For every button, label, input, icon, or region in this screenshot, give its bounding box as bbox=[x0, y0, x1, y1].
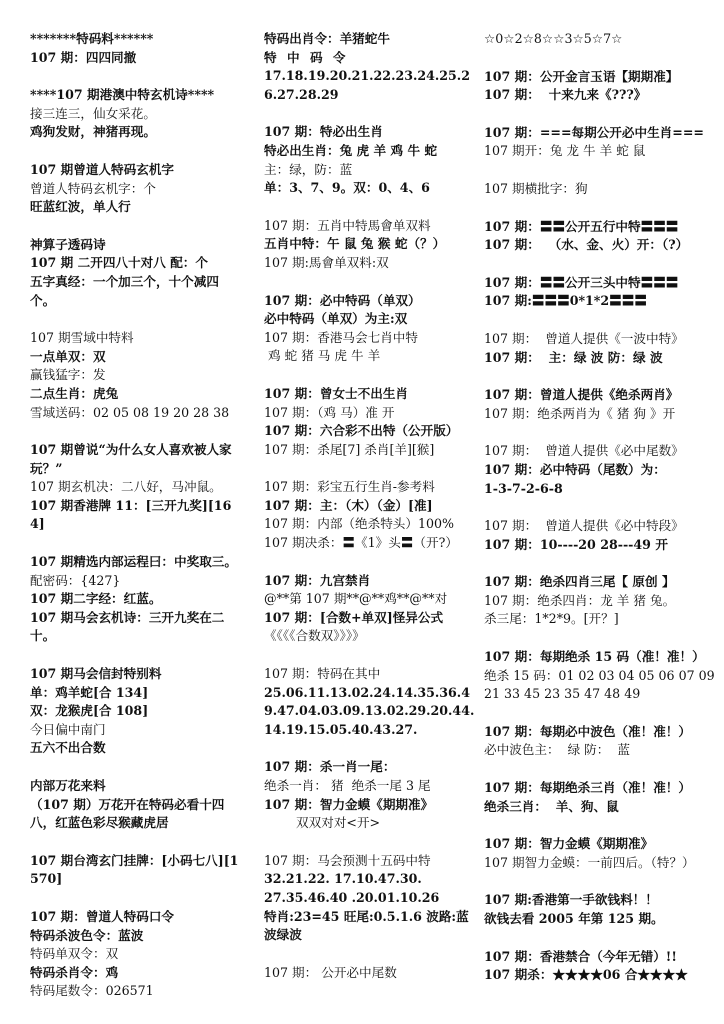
block-heading: 107 期：特必出生肖 bbox=[264, 124, 383, 140]
block-heading: 神算子透码诗 bbox=[30, 236, 106, 252]
text-line: 绝杀 15 码：01 02 03 04 05 06 07 09 21 33 45 23 35 47 48 49 bbox=[484, 667, 719, 702]
text-line: 107 期智力金蟆：一前四后。（特？） bbox=[484, 854, 695, 870]
text-line: 赢钱猛字：发 bbox=[30, 367, 106, 383]
text-block bbox=[30, 665, 244, 758]
text-line: 107 期：绝杀四肖：龙 羊 猪 兔。 bbox=[484, 592, 676, 608]
text-block bbox=[30, 852, 244, 889]
block-heading: 107 期：曾女士不出生肖 bbox=[264, 385, 409, 401]
text-line: 特 中 码 令 bbox=[264, 49, 349, 65]
text-line: 特码杀波色令：蓝波 bbox=[30, 927, 144, 943]
text-block bbox=[30, 329, 244, 422]
text-line: 今日偏中南门 bbox=[30, 721, 106, 737]
block-heading: 107 期：〓〓公开三头中特〓〓〓 bbox=[484, 274, 679, 290]
text-block bbox=[30, 161, 244, 217]
text-line: 杀三尾：1*2*9。[开？] bbox=[484, 611, 619, 627]
block-heading: 107 期:香港第一手欲钱料！！ bbox=[484, 892, 658, 908]
text-line: 五字真经：一个加三个，十个减四个。 bbox=[30, 273, 219, 308]
text-block bbox=[484, 442, 720, 498]
text-line: 旺蓝红波，单人行 bbox=[30, 199, 131, 215]
text-line: 五肖中特：午 鼠 兔 猴 蛇（？） bbox=[264, 236, 446, 252]
text-line: 107 期：智力金蟆《期期准》 bbox=[264, 796, 434, 812]
right-column bbox=[484, 30, 720, 1018]
text-block bbox=[30, 86, 244, 142]
text-line: 双双对对<开> bbox=[264, 815, 381, 831]
text-block bbox=[264, 758, 476, 832]
text-block bbox=[484, 891, 720, 928]
text-line: 25.06.11.13.02.24.14.35.36.49.47.04.03.09.13.02.29.20.44.14.19.15.05.40.43.27. bbox=[264, 684, 475, 737]
middle-column bbox=[264, 30, 476, 1018]
text-block bbox=[484, 948, 720, 985]
text-line: 单：鸡羊蛇[合 134] bbox=[30, 684, 149, 700]
block-heading: 特码出肖令：羊猪蛇牛 bbox=[264, 31, 390, 46]
text-line: 单：3、7、9。双：0、4、6 bbox=[264, 180, 430, 196]
block-heading: 107 期：九宫禁肖 bbox=[264, 572, 371, 588]
block-heading: 107 期精选内部运程曰：中奖取三。 bbox=[30, 554, 237, 570]
text-line: （107 期）万花开在特码必看十四八，红蓝色彩尽猴藏虎居 bbox=[30, 796, 225, 831]
text-line: 27.35.46.40 .20.01.10.26 bbox=[264, 889, 440, 905]
block-heading: 107 期：马会预测十五码中特 bbox=[264, 852, 431, 868]
block-heading: 107 期曾说“为什么女人喜欢被人家玩？” bbox=[30, 442, 232, 476]
block-heading: 107 期： 曾道人提供《必中特段》 bbox=[484, 518, 684, 534]
block-heading: 107 期：曾道人特码口令 bbox=[30, 908, 175, 924]
text-line: 107 期：10----20 28---49 开 bbox=[484, 536, 668, 552]
text-line: 欲钱去看 2005 年第 125 期。 bbox=[484, 911, 664, 926]
text-block bbox=[30, 553, 244, 646]
text-block bbox=[30, 908, 244, 1001]
text-line: 必中特码（单双）为主:双 bbox=[264, 311, 408, 327]
text-line: 特码尾数令：026571 bbox=[30, 983, 154, 999]
block-heading: 107 期：每期绝杀 15 码（准！准！） bbox=[484, 649, 705, 665]
text-block bbox=[484, 330, 720, 367]
text-line: 107 期：（鸡 马）准 开 bbox=[264, 404, 395, 420]
text-block bbox=[264, 217, 476, 273]
block-heading: 107 期曾道人特码玄机字 bbox=[30, 161, 175, 177]
text-line: 绝杀三肖： 羊、狗、鼠 bbox=[484, 798, 619, 814]
text-line: 特码单双令：双 bbox=[30, 946, 119, 962]
text-block bbox=[264, 292, 476, 366]
text-line: 107 期：香港马会七肖中特 bbox=[264, 329, 418, 345]
text-line: 107 期： 主：绿 波 防：绿 波 bbox=[484, 349, 663, 365]
text-line: 绝杀一肖： 猪 绝杀一尾 3 尾 bbox=[264, 778, 431, 793]
text-line: 接三连三，仙女采花。 bbox=[30, 105, 156, 121]
text-line: 主：绿，防：蓝 bbox=[264, 161, 353, 177]
text-line: 雪域送码：02 05 08 19 20 28 38 bbox=[30, 404, 230, 420]
text-line: 107 期玄机决：二八好，马冲鼠。 bbox=[30, 479, 222, 495]
text-line: 五六不出合数 bbox=[30, 740, 106, 756]
block-heading: 107 期：五肖中特馬會单双料 bbox=[264, 217, 431, 233]
text-line: 特码杀肖令：鸡 bbox=[30, 964, 119, 980]
block-heading: 107 期：彩宝五行生肖-参考料 bbox=[264, 479, 435, 495]
text-line: 107 期：四四同撤 bbox=[30, 49, 137, 65]
text-block bbox=[264, 572, 476, 646]
text-line: 鸡 蛇 猪 马 虎 牛 羊 bbox=[264, 348, 381, 364]
text-line: 107 期二字经：红蓝。 bbox=[30, 591, 162, 607]
text-block bbox=[30, 441, 244, 534]
text-line: 107 期：内部（绝杀特头）100% bbox=[264, 516, 454, 532]
block-heading: 107 期台湾玄门挂牌：[小码七八][1570] bbox=[30, 852, 239, 887]
block-heading: 107 期：特码在其中 bbox=[264, 666, 381, 682]
text-line: 特必出生肖：兔 虎 羊 鸡 牛 蛇 bbox=[264, 142, 438, 158]
text-line: 107 期马会玄机诗：三开九奖在二十。 bbox=[30, 609, 225, 644]
text-block bbox=[264, 665, 476, 739]
text-block bbox=[264, 123, 476, 197]
text-line: 鸡狗发财，神猪再现。 bbox=[30, 124, 156, 140]
block-heading: 107 期：每期必中波色（准！准！） bbox=[484, 723, 691, 739]
text-block bbox=[484, 218, 720, 255]
block-heading: 107 期：===每期公开必中生肖=== bbox=[484, 124, 704, 140]
block-heading: *******特码料****** bbox=[30, 31, 154, 46]
block-heading: 107 期：公开金言玉语【期期准】 bbox=[484, 68, 679, 84]
block-heading: 107 期： 曾道人提供《一波中特》 bbox=[484, 330, 684, 346]
block-heading: 107 期雪域中特料 bbox=[30, 330, 134, 346]
block-heading: 107 期：香港禁合（今年无错）!! bbox=[484, 948, 677, 964]
text-line: 配密码：{427} bbox=[30, 572, 121, 588]
text-line: 107 期： （水、金、火）开：（?） bbox=[484, 237, 689, 253]
block-heading: 107 期：每期绝杀三肖（准！准！） bbox=[484, 780, 691, 796]
text-line: 一点单双：双 bbox=[30, 348, 106, 364]
text-line: 17.18.19.20.21.22.23.24.25.26.27.28.29 bbox=[264, 68, 470, 102]
text-line: 曾道人特码玄机字：个 bbox=[30, 180, 156, 196]
block-heading: 107 期横批字：狗 bbox=[484, 180, 588, 196]
text-block bbox=[264, 478, 476, 552]
text-block bbox=[484, 180, 720, 199]
block-heading: 内部万花来料 bbox=[30, 778, 106, 793]
text-block bbox=[264, 30, 476, 104]
text-line: 107 期：必中特码（尾数）为： bbox=[484, 461, 666, 477]
text-line: 107 期 二开四八十对八 配：个 bbox=[30, 255, 208, 271]
text-line: 特肖:23=45 旺尾:0.5.1.6 波路:蓝波绿波 bbox=[264, 908, 469, 943]
block-heading: 107 期： 曾道人提供《必中尾数》 bbox=[484, 443, 684, 459]
block-heading: 107 期：杀一肖一尾： bbox=[264, 759, 396, 775]
text-block bbox=[484, 573, 720, 629]
text-block bbox=[484, 779, 720, 816]
text-line: 必中波色主： 绿 防： 蓝 bbox=[484, 742, 630, 758]
text-line: 107 期：六合彩不出特（公开版） bbox=[264, 423, 459, 439]
text-line: 1-3-7-2-6-8 bbox=[484, 480, 563, 496]
text-line: 107 期开：兔 龙 牛 羊 蛇 鼠 bbox=[484, 143, 646, 159]
block-heading: 107 期： 公开必中尾数 bbox=[264, 964, 397, 980]
block-heading: 107 期：〓〓公开五行中特〓〓〓 bbox=[484, 218, 679, 234]
text-block bbox=[30, 777, 244, 833]
text-line: 《《《《合数双》》》》 bbox=[264, 628, 365, 644]
block-heading: 107 期：绝杀四肖三尾【 原创 】 bbox=[484, 574, 675, 590]
text-block bbox=[484, 723, 720, 760]
block-heading: 107 期马会信封特别料 bbox=[30, 666, 162, 682]
text-block bbox=[264, 964, 476, 983]
text-block bbox=[30, 30, 244, 67]
left-column bbox=[30, 30, 244, 1018]
text-block bbox=[484, 648, 720, 704]
block-heading: 107 期：曾道人提供《绝杀两肖》 bbox=[484, 387, 679, 403]
text-line: 107 期： 十来九来《???》 bbox=[484, 87, 647, 103]
text-block bbox=[484, 517, 720, 554]
block-heading: 107 期：智力金蟆《期期准》 bbox=[484, 836, 654, 852]
text-block bbox=[484, 386, 720, 423]
text-line: 107 期:馬會单双料:双 bbox=[264, 254, 389, 270]
text-line: 107 期香港牌 11：[三开九奖][164] bbox=[30, 497, 232, 532]
text-line: 107 期杀：★★★★06 合★★★★ bbox=[484, 967, 688, 983]
text-block bbox=[484, 30, 720, 49]
text-line: @**第 107 期**@**鸡**@**对 bbox=[264, 591, 448, 607]
text-block bbox=[484, 835, 720, 872]
block-heading: ☆0☆2☆8☆☆3☆5☆7☆ bbox=[484, 31, 623, 46]
text-block bbox=[484, 68, 720, 105]
text-line: 双：龙猴虎[合 108] bbox=[30, 703, 149, 719]
text-block bbox=[484, 124, 720, 161]
text-block bbox=[30, 236, 244, 310]
text-line: 107 期：[合数+单双]怪异公式 bbox=[264, 609, 444, 625]
text-block bbox=[264, 385, 476, 459]
text-block bbox=[264, 852, 476, 945]
text-line: 32.21.22. 17.10.47.30. bbox=[264, 871, 422, 887]
block-heading: 107 期：必中特码（单双） bbox=[264, 292, 421, 308]
text-line: 107 期：杀尾[7] 杀肖[羊][猴] bbox=[264, 441, 435, 457]
text-block bbox=[484, 274, 720, 311]
text-line: 107 期:〓〓〓0*1*2〓〓〓 bbox=[484, 293, 647, 309]
block-heading: ****107 期港澳中特玄机诗**** bbox=[30, 87, 215, 103]
text-line: 107 期：绝杀两肖为《 猪 狗 》开 bbox=[484, 405, 676, 421]
text-line: 107 期决杀：〓《1》头〓（开?） bbox=[264, 535, 458, 551]
text-line: 二点生肖：虎兔 bbox=[30, 385, 119, 401]
text-line: 107 期：主：（木）（金）[准] bbox=[264, 497, 433, 513]
